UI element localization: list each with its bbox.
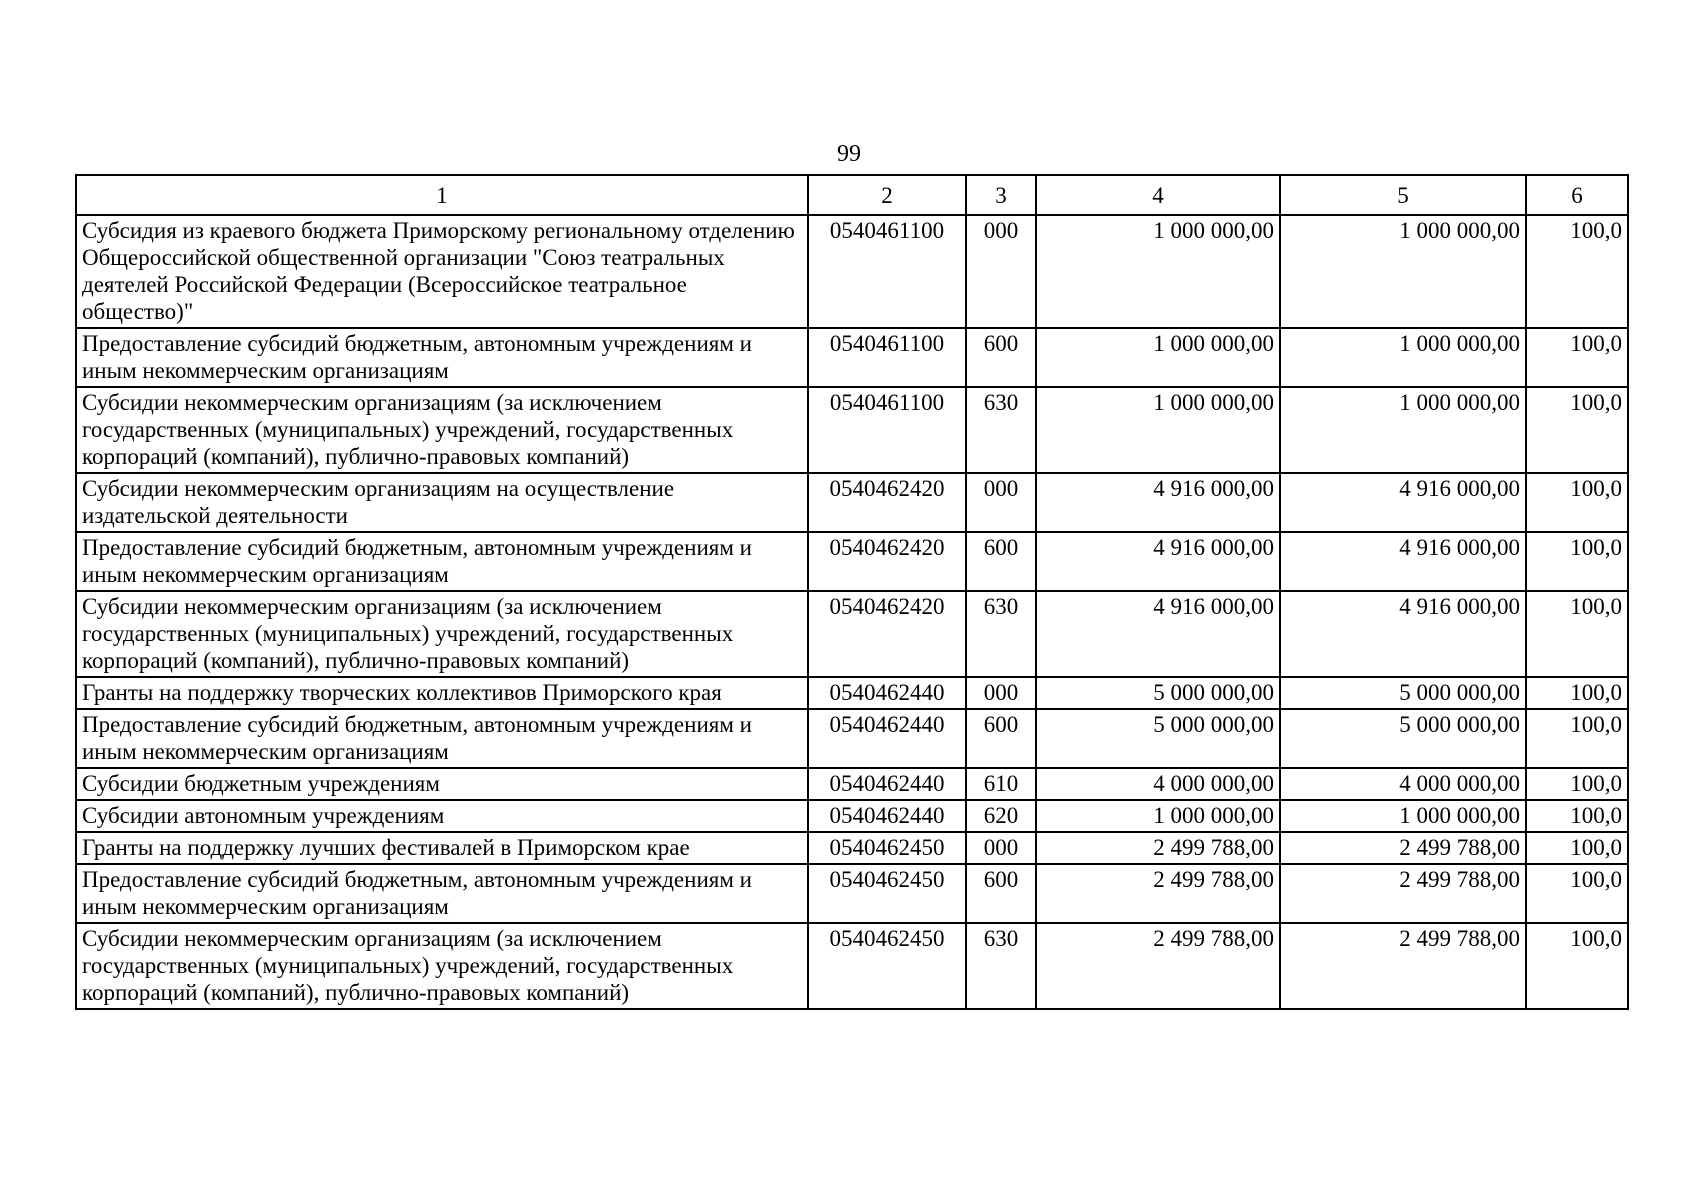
column-header-3: 3	[966, 175, 1036, 215]
row-percent-cell: 100,0	[1526, 768, 1628, 800]
row-kind-cell: 630	[966, 591, 1036, 677]
row-executed-cell: 2 499 788,00	[1280, 832, 1526, 864]
row-executed-cell: 2 499 788,00	[1280, 864, 1526, 923]
row-kind-cell: 600	[966, 328, 1036, 387]
row-planned-cell: 2 499 788,00	[1036, 832, 1280, 864]
row-name-cell: Предоставление субсидий бюджетным, автономным учреждениям и иным некоммерческим организациям	[76, 328, 808, 387]
row-planned-cell: 2 499 788,00	[1036, 923, 1280, 1009]
row-name-cell: Субсидии некоммерческим организациям (за исключением государственных (муниципальных) учреждений, государственных корпораций (компаний), публично-правовых компаний)	[76, 591, 808, 677]
table-row	[76, 215, 1628, 328]
row-code-cell: 0540462440	[808, 709, 966, 768]
row-kind-cell: 000	[966, 677, 1036, 709]
row-code-cell: 0540461100	[808, 387, 966, 473]
row-planned-cell: 1 000 000,00	[1036, 387, 1280, 473]
table-row	[76, 768, 1628, 800]
table-row	[76, 709, 1628, 768]
row-name-cell: Субсидии некоммерческим организациям (за исключением государственных (муниципальных) учреждений, государственных корпораций (компаний), публично-правовых компаний)	[76, 923, 808, 1009]
row-kind-cell: 600	[966, 864, 1036, 923]
row-percent-cell: 100,0	[1526, 215, 1628, 328]
row-name-cell: Предоставление субсидий бюджетным, автономным учреждениям и иным некоммерческим организациям	[76, 864, 808, 923]
row-kind-cell: 610	[966, 768, 1036, 800]
row-kind-cell: 630	[966, 923, 1036, 1009]
row-kind-cell: 630	[966, 387, 1036, 473]
column-header-1: 1	[76, 175, 808, 215]
table-row	[76, 864, 1628, 923]
row-name-cell: Субсидии некоммерческим организациям (за исключением государственных (муниципальных) учреждений, государственных корпораций (компаний), публично-правовых компаний)	[76, 387, 808, 473]
row-percent-cell: 100,0	[1526, 328, 1628, 387]
row-percent-cell: 100,0	[1526, 387, 1628, 473]
row-kind-cell: 620	[966, 800, 1036, 832]
row-kind-cell: 000	[966, 832, 1036, 864]
row-planned-cell: 1 000 000,00	[1036, 215, 1280, 328]
row-executed-cell: 4 916 000,00	[1280, 532, 1526, 591]
table-row	[76, 532, 1628, 591]
row-code-cell: 0540462420	[808, 473, 966, 532]
column-header-6: 6	[1526, 175, 1628, 215]
row-planned-cell: 4 916 000,00	[1036, 532, 1280, 591]
budget-table	[75, 174, 1629, 1010]
table-row	[76, 328, 1628, 387]
row-percent-cell: 100,0	[1526, 832, 1628, 864]
row-planned-cell: 4 916 000,00	[1036, 473, 1280, 532]
column-header-2: 2	[808, 175, 966, 215]
row-kind-cell: 000	[966, 215, 1036, 328]
table-row	[76, 923, 1628, 1009]
row-name-cell: Субсидии автономным учреждениям	[76, 800, 808, 832]
row-planned-cell: 5 000 000,00	[1036, 677, 1280, 709]
row-planned-cell: 1 000 000,00	[1036, 800, 1280, 832]
row-code-cell: 0540461100	[808, 215, 966, 328]
row-percent-cell: 100,0	[1526, 709, 1628, 768]
row-planned-cell: 5 000 000,00	[1036, 709, 1280, 768]
row-planned-cell: 2 499 788,00	[1036, 864, 1280, 923]
row-name-cell: Гранты на поддержку лучших фестивалей в Приморском крае	[76, 832, 808, 864]
row-percent-cell: 100,0	[1526, 591, 1628, 677]
row-executed-cell: 5 000 000,00	[1280, 677, 1526, 709]
row-name-cell: Предоставление субсидий бюджетным, автономным учреждениям и иным некоммерческим организациям	[76, 532, 808, 591]
row-kind-cell: 000	[966, 473, 1036, 532]
row-planned-cell: 4 000 000,00	[1036, 768, 1280, 800]
row-code-cell: 0540462440	[808, 768, 966, 800]
row-name-cell: Субсидия из краевого бюджета Приморскому региональному отделению Общероссийской общественной организации "Союз театральных деятелей Российской Федерации (Всероссийское театральное общество)"	[76, 215, 808, 328]
row-code-cell: 0540462440	[808, 677, 966, 709]
page-number: 99	[837, 141, 861, 167]
row-percent-cell: 100,0	[1526, 532, 1628, 591]
row-executed-cell: 4 916 000,00	[1280, 473, 1526, 532]
table-row	[76, 473, 1628, 532]
row-code-cell: 0540462420	[808, 532, 966, 591]
row-kind-cell: 600	[966, 532, 1036, 591]
row-name-cell: Субсидии некоммерческим организациям на осуществление издательской деятельности	[76, 473, 808, 532]
row-planned-cell: 1 000 000,00	[1036, 328, 1280, 387]
row-executed-cell: 1 000 000,00	[1280, 215, 1526, 328]
row-name-cell: Гранты на поддержку творческих коллективов Приморского края	[76, 677, 808, 709]
row-percent-cell: 100,0	[1526, 864, 1628, 923]
row-code-cell: 0540462450	[808, 864, 966, 923]
row-kind-cell: 600	[966, 709, 1036, 768]
table-row	[76, 677, 1628, 709]
row-code-cell: 0540462450	[808, 923, 966, 1009]
row-percent-cell: 100,0	[1526, 473, 1628, 532]
table-row	[76, 591, 1628, 677]
table-row	[76, 387, 1628, 473]
table-row	[76, 800, 1628, 832]
table-row	[76, 832, 1628, 864]
row-name-cell: Субсидии бюджетным учреждениям	[76, 768, 808, 800]
row-executed-cell: 1 000 000,00	[1280, 328, 1526, 387]
table-body	[76, 215, 1628, 1009]
column-header-5: 5	[1280, 175, 1526, 215]
row-code-cell: 0540461100	[808, 328, 966, 387]
row-percent-cell: 100,0	[1526, 800, 1628, 832]
row-executed-cell: 1 000 000,00	[1280, 800, 1526, 832]
row-executed-cell: 5 000 000,00	[1280, 709, 1526, 768]
row-executed-cell: 2 499 788,00	[1280, 923, 1526, 1009]
column-header-4: 4	[1036, 175, 1280, 215]
row-code-cell: 0540462450	[808, 832, 966, 864]
row-name-cell: Предоставление субсидий бюджетным, автономным учреждениям и иным некоммерческим организациям	[76, 709, 808, 768]
row-executed-cell: 4 916 000,00	[1280, 591, 1526, 677]
table-header-row	[76, 175, 1628, 215]
row-percent-cell: 100,0	[1526, 677, 1628, 709]
row-percent-cell: 100,0	[1526, 923, 1628, 1009]
row-executed-cell: 4 000 000,00	[1280, 768, 1526, 800]
row-code-cell: 0540462440	[808, 800, 966, 832]
row-code-cell: 0540462420	[808, 591, 966, 677]
row-planned-cell: 4 916 000,00	[1036, 591, 1280, 677]
row-executed-cell: 1 000 000,00	[1280, 387, 1526, 473]
